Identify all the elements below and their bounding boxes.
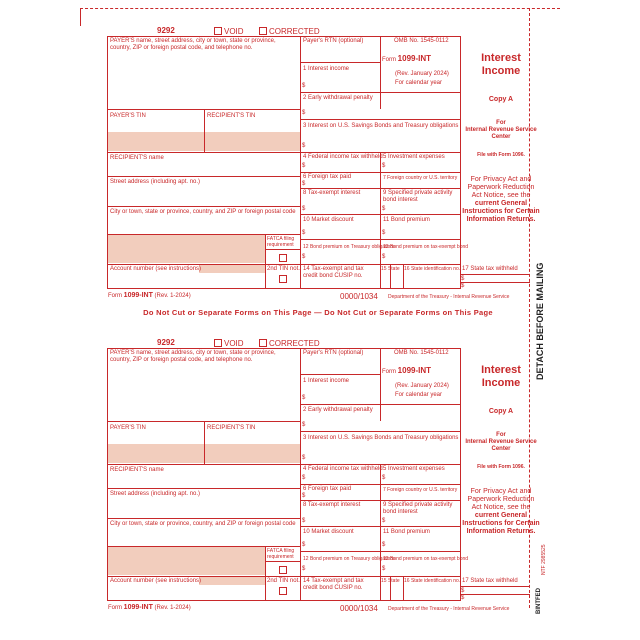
void-checkbox[interactable] bbox=[214, 339, 222, 347]
box12-label: 12 Bond premium on Treasury obligations bbox=[303, 244, 396, 250]
payer-rtn-label: Payer's RTN (optional) bbox=[303, 38, 364, 44]
box1-label: 1 Interest income bbox=[303, 378, 350, 384]
box4-label: 4 Federal income tax withheld bbox=[303, 154, 383, 160]
privacy-notice: For Privacy Act and Paperwork Reduction Act Notice, see the current General Instructions for Certain Information Returns. bbox=[462, 488, 540, 535]
for-irs-label: For Internal Revenue Service Center bbox=[465, 120, 537, 140]
account-shade bbox=[199, 577, 265, 585]
top-guide-line bbox=[80, 8, 560, 9]
box7-label: 7 Foreign country or U.S. territory bbox=[383, 175, 458, 181]
footer-code: 0000/1034 bbox=[340, 292, 378, 301]
fatca-label: FATCA filing requirement bbox=[267, 548, 295, 560]
recipient-tin-shade bbox=[205, 444, 300, 463]
street-address-label: Street address (including apt. no.) bbox=[110, 179, 201, 185]
box10-label: 10 Market discount bbox=[303, 217, 354, 223]
box17-label: 17 State tax withheld bbox=[462, 266, 518, 272]
omb-label: OMB No. 1545-0112 bbox=[394, 38, 449, 44]
second-tin-label: 2nd TIN not. bbox=[267, 578, 300, 584]
do-not-cut-warning: Do Not Cut or Separate Forms on This Page — Do Not Cut or Separate Forms on This Page bbox=[143, 308, 493, 317]
rev-label: (Rev. January 2024) bbox=[395, 71, 449, 77]
form-code-number: 9292 bbox=[157, 338, 175, 347]
second-tin-checkbox[interactable] bbox=[279, 587, 287, 595]
second-tin-checkbox[interactable] bbox=[279, 275, 287, 283]
recipient-tin-label: RECIPIENT'S TIN bbox=[207, 425, 256, 431]
box14-label: 14 Tax-exempt and tax credit bond CUSIP no. bbox=[303, 578, 364, 591]
account-label: Account number (see instructions) bbox=[110, 578, 202, 584]
account-label: Account number (see instructions) bbox=[110, 266, 202, 272]
calendar-year-label: For calendar year bbox=[395, 80, 443, 86]
box11-label: 11 Bond premium bbox=[383, 529, 430, 535]
recipient-tin-label: RECIPIENT'S TIN bbox=[207, 113, 256, 119]
account-shade bbox=[199, 265, 265, 273]
recipient-tin-shade bbox=[205, 132, 300, 151]
side-small-code: NTF 2985525 bbox=[541, 544, 547, 575]
void-label: VOID bbox=[224, 27, 244, 36]
footer-code: 0000/1034 bbox=[340, 604, 378, 613]
corrected-checkbox[interactable] bbox=[259, 339, 267, 347]
recipient-name-label: RECIPIENT'S name bbox=[110, 155, 164, 161]
box3-label: 3 Interest on U.S. Savings Bonds and Treasury obligations bbox=[303, 123, 459, 129]
box10-label: 10 Market discount bbox=[303, 529, 354, 535]
box2-label: 2 Early withdrawal penalty bbox=[303, 95, 373, 101]
payer-block-label: PAYER'S name, street address, city or town, state or province, country, ZIP or foreign postal code, and telephone no. bbox=[110, 38, 276, 51]
box2-label: 2 Early withdrawal penalty bbox=[303, 407, 373, 413]
box4-label: 4 Federal income tax withheld bbox=[303, 466, 383, 472]
copy-label: Copy A bbox=[488, 96, 514, 103]
void-checkbox[interactable] bbox=[214, 27, 222, 35]
copy-label: Copy A bbox=[488, 408, 514, 415]
form-copy-top: 9292 VOID CORRECTED PAYER'S name, street address, city or town, state or province, country, ZIP or foreign postal code, and telephone no. PAYER'S TIN RECIPIENT'S TIN RECIPIENT'S name Street address (including apt. no.) City or town, state or province, country, and ZIP or foreign postal code FATCA filing requirement Account number (see instructions) 2nd TIN not. Payer's RTN (optional) 1 Interest income $ OMB No. 1545-0112 Form 1099-INT (Rev. January 2024) For calendar year 2 Early withdrawal penalty $ 3 Interest on U.S. Savings Bonds and Treasury obligations $ 4 Federal income tax withheld $ 5 Investment expenses $ 6 Foreign tax paid $ 7 Foreign country or U.S. territory 8 Tax-exempt interest $ 9 Specified private activity bond interest $ 10 Market discount $ 11 Bond premium $ 12 Bond premium on Treasury obligations $ 13 Bond premium on tax-exempt bond $ 14 Tax-exempt and tax credit bond CUSIP no. 15 State 16 State identification no. 17 State tax withheld $ $ Interest Income Copy A For Internal Revenue Service Center File with Form 1096. For Privacy Act and Paperwork Reduction Act Notice, see the current General Instructions for Certain Information Returns. Form 1099-INT (Rev. 1-2024) 0000/1034 Department of the Treasury - Internal Revenue Service bbox=[108, 26, 540, 301]
void-label: VOID bbox=[224, 339, 244, 348]
recipient-city-shade bbox=[108, 235, 265, 263]
city-label: City or town, state or province, country, and ZIP or foreign postal code bbox=[110, 521, 296, 527]
form-copy-bottom: 9292 VOID CORRECTED PAYER'S name, street address, city or town, state or province, country, ZIP or foreign postal code, and telephone no. PAYER'S TIN RECIPIENT'S TIN RECIPIENT'S name Street address (including apt. no.) City or town, state or province, country, and ZIP or foreign postal code FATCA filing requirement Account number (see instructions) 2nd TIN not. Payer's RTN (optional) 1 Interest income $ OMB No. 1545-0112 Form 1099-INT (Rev. January 2024) For calendar year 2 Early withdrawal penalty $ 3 Interest on U.S. Savings Bonds and Treasury obligations $ 4 Federal income tax withheld $ 5 Investment expenses $ 6 Foreign tax paid $ 7 Foreign country or U.S. territory 8 Tax-exempt interest $ 9 Specified private activity bond interest $ 10 Market discount $ 11 Bond premium $ 12 Bond premium on Treasury obligations $ 13 Bond premium on tax-exempt bond $ 14 Tax-exempt and tax credit bond CUSIP no. 15 State 16 State identification no. 17 State tax withheld $ $ Interest Income Copy A For Internal Revenue Service Center File with Form 1096. For Privacy Act and Paperwork Reduction Act Notice, see the current General Instructions for Certain Information Returns. Form 1099-INT (Rev. 1-2024) 0000/1034 Department of the Treasury - Internal Revenue Service bbox=[108, 338, 540, 613]
file-with-label: File with Form 1096. bbox=[477, 464, 525, 470]
payer-tin-label: PAYER'S TIN bbox=[110, 113, 146, 119]
city-label: City or town, state or province, country, and ZIP or foreign postal code bbox=[110, 209, 296, 215]
fatca-checkbox[interactable] bbox=[279, 254, 287, 262]
box6-label: 6 Foreign tax paid bbox=[303, 174, 352, 180]
box15-label: 15 State bbox=[381, 266, 400, 272]
omb-label: OMB No. 1545-0112 bbox=[394, 350, 449, 356]
footer-form: Form 1099-INT (Rev. 1-2024) bbox=[108, 292, 191, 299]
box13-label: 13 Bond premium on tax-exempt bond bbox=[383, 556, 469, 562]
side-form-code: BINTFED bbox=[536, 588, 542, 614]
form-name: 1099-INT bbox=[397, 366, 432, 375]
form-code-number: 9292 bbox=[157, 26, 175, 35]
payer-tin-shade bbox=[108, 444, 204, 463]
box8-label: 8 Tax-exempt interest bbox=[303, 502, 361, 508]
corrected-label: CORRECTED bbox=[269, 339, 320, 348]
fatca-checkbox[interactable] bbox=[279, 566, 287, 574]
footer-dept: Department of the Treasury - Internal Revenue Service bbox=[388, 294, 510, 300]
recipient-name-label: RECIPIENT'S name bbox=[110, 467, 164, 473]
rev-label: (Rev. January 2024) bbox=[395, 383, 449, 389]
box5-label: 5 Investment expenses bbox=[383, 466, 445, 472]
box3-label: 3 Interest on U.S. Savings Bonds and Treasury obligations bbox=[303, 435, 459, 441]
box16-label: 16 State identification no. bbox=[404, 578, 461, 584]
box6-label: 6 Foreign tax paid bbox=[303, 486, 352, 492]
street-address-label: Street address (including apt. no.) bbox=[110, 491, 201, 497]
payer-tin-shade bbox=[108, 132, 204, 151]
box9-label: 9 Specified private activity bond interest bbox=[383, 502, 453, 515]
privacy-notice: For Privacy Act and Paperwork Reduction Act Notice, see the current General Instructions for Certain Information Returns. bbox=[462, 176, 540, 223]
payer-tin-label: PAYER'S TIN bbox=[110, 425, 146, 431]
footer-form: Form 1099-INT (Rev. 1-2024) bbox=[108, 604, 191, 611]
corrected-label: CORRECTED bbox=[269, 27, 320, 36]
form-name: 1099-INT bbox=[397, 54, 432, 63]
second-tin-label: 2nd TIN not. bbox=[267, 266, 300, 272]
form-title: Interest Income bbox=[481, 364, 521, 389]
box5-label: 5 Investment expenses bbox=[383, 154, 445, 160]
payer-block-label: PAYER'S name, street address, city or town, state or province, country, ZIP or foreign postal code, and telephone no. bbox=[110, 350, 276, 363]
box1-label: 1 Interest income bbox=[303, 66, 350, 72]
payer-rtn-label: Payer's RTN (optional) bbox=[303, 350, 364, 356]
footer-dept: Department of the Treasury - Internal Revenue Service bbox=[388, 606, 510, 612]
for-irs-label: For Internal Revenue Service Center bbox=[465, 432, 537, 452]
fatca-label: FATCA filing requirement bbox=[267, 236, 295, 248]
corrected-checkbox[interactable] bbox=[259, 27, 267, 35]
box8-label: 8 Tax-exempt interest bbox=[303, 190, 361, 196]
box16-label: 16 State identification no. bbox=[404, 266, 461, 272]
form-title: Interest Income bbox=[481, 52, 521, 77]
box17-label: 17 State tax withheld bbox=[462, 578, 518, 584]
detach-before-mailing: DETACH BEFORE MAILING bbox=[535, 262, 545, 380]
box14-label: 14 Tax-exempt and tax credit bond CUSIP no. bbox=[303, 266, 364, 279]
box7-label: 7 Foreign country or U.S. territory bbox=[383, 487, 458, 493]
box11-label: 11 Bond premium bbox=[383, 217, 430, 223]
box9-label: 9 Specified private activity bond interest bbox=[383, 190, 453, 203]
box13-label: 13 Bond premium on tax-exempt bond bbox=[383, 244, 469, 250]
file-with-label: File with Form 1096. bbox=[477, 152, 525, 158]
box15-label: 15 State bbox=[381, 578, 400, 584]
box12-label: 12 Bond premium on Treasury obligations bbox=[303, 556, 396, 562]
calendar-year-label: For calendar year bbox=[395, 392, 443, 398]
recipient-city-shade bbox=[108, 547, 265, 575]
